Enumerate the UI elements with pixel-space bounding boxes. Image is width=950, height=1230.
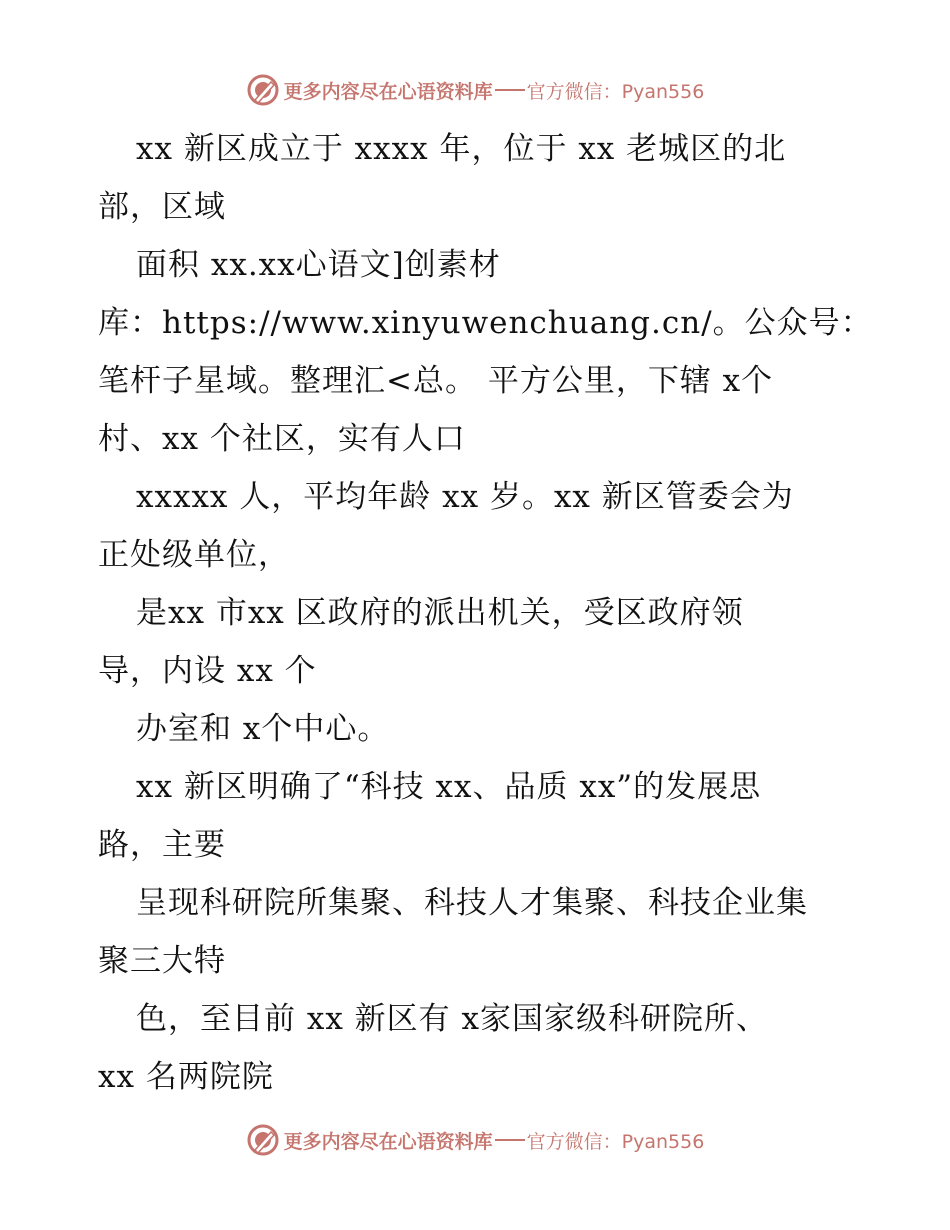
text-line: 是xx 市xx 区政府的派出机关，受区政府领 [136, 595, 744, 631]
banner-main-text: 更多内容尽在心语资料库 [283, 80, 493, 103]
text-line: xxxxx 人，平均年龄 xx 岁。xx 新区管委会为 [136, 479, 794, 515]
text-line: 聚三大特 [98, 943, 226, 979]
document-body [98, 120, 873, 1106]
header-banner [0, 70, 950, 110]
text-line: 部，区域 [98, 189, 226, 225]
text-line: 导，内设 xx 个 [98, 653, 317, 689]
pen-logo-icon [246, 1123, 280, 1157]
text-line: 库：https://www.xinyuwenchuang.cn/。公众号： [98, 305, 873, 341]
text-line: xx 新区成立于 xxxx 年，位于 xx 老城区的北 [136, 131, 787, 167]
banner-separator [495, 89, 525, 91]
text-line: 呈现科研院所集聚、科技人才集聚、科技企业集 [136, 885, 808, 921]
pen-logo-icon [246, 73, 280, 107]
text-line: 正处级单位， [98, 537, 290, 573]
footer-banner [0, 1120, 950, 1160]
text-line: 路，主要 [98, 827, 226, 863]
banner-wechat-text: 官方微信：Pyan556 [526, 80, 705, 103]
banner-wechat-text: 官方微信：Pyan556 [526, 1130, 705, 1153]
text-line: 笔杆子星域。整理汇<总。 平方公里，下辖 x个 [98, 363, 774, 399]
text-line: 色，至目前 xx 新区有 x家国家级科研院所、 [136, 1001, 769, 1037]
text-line: xx 名两院院 [98, 1059, 274, 1095]
banner-main-text: 更多内容尽在心语资料库 [283, 1130, 493, 1153]
text-line: 村、xx 个社区，实有人口 [98, 421, 466, 457]
text-line: 面积 xx.xx心语文]创素材 [136, 247, 501, 283]
text-line: 办室和 x个中心。 [136, 711, 390, 747]
text-line: xx 新区明确了“科技 xx、品质 xx”的发展思 [136, 769, 762, 805]
banner-separator [495, 1139, 525, 1141]
